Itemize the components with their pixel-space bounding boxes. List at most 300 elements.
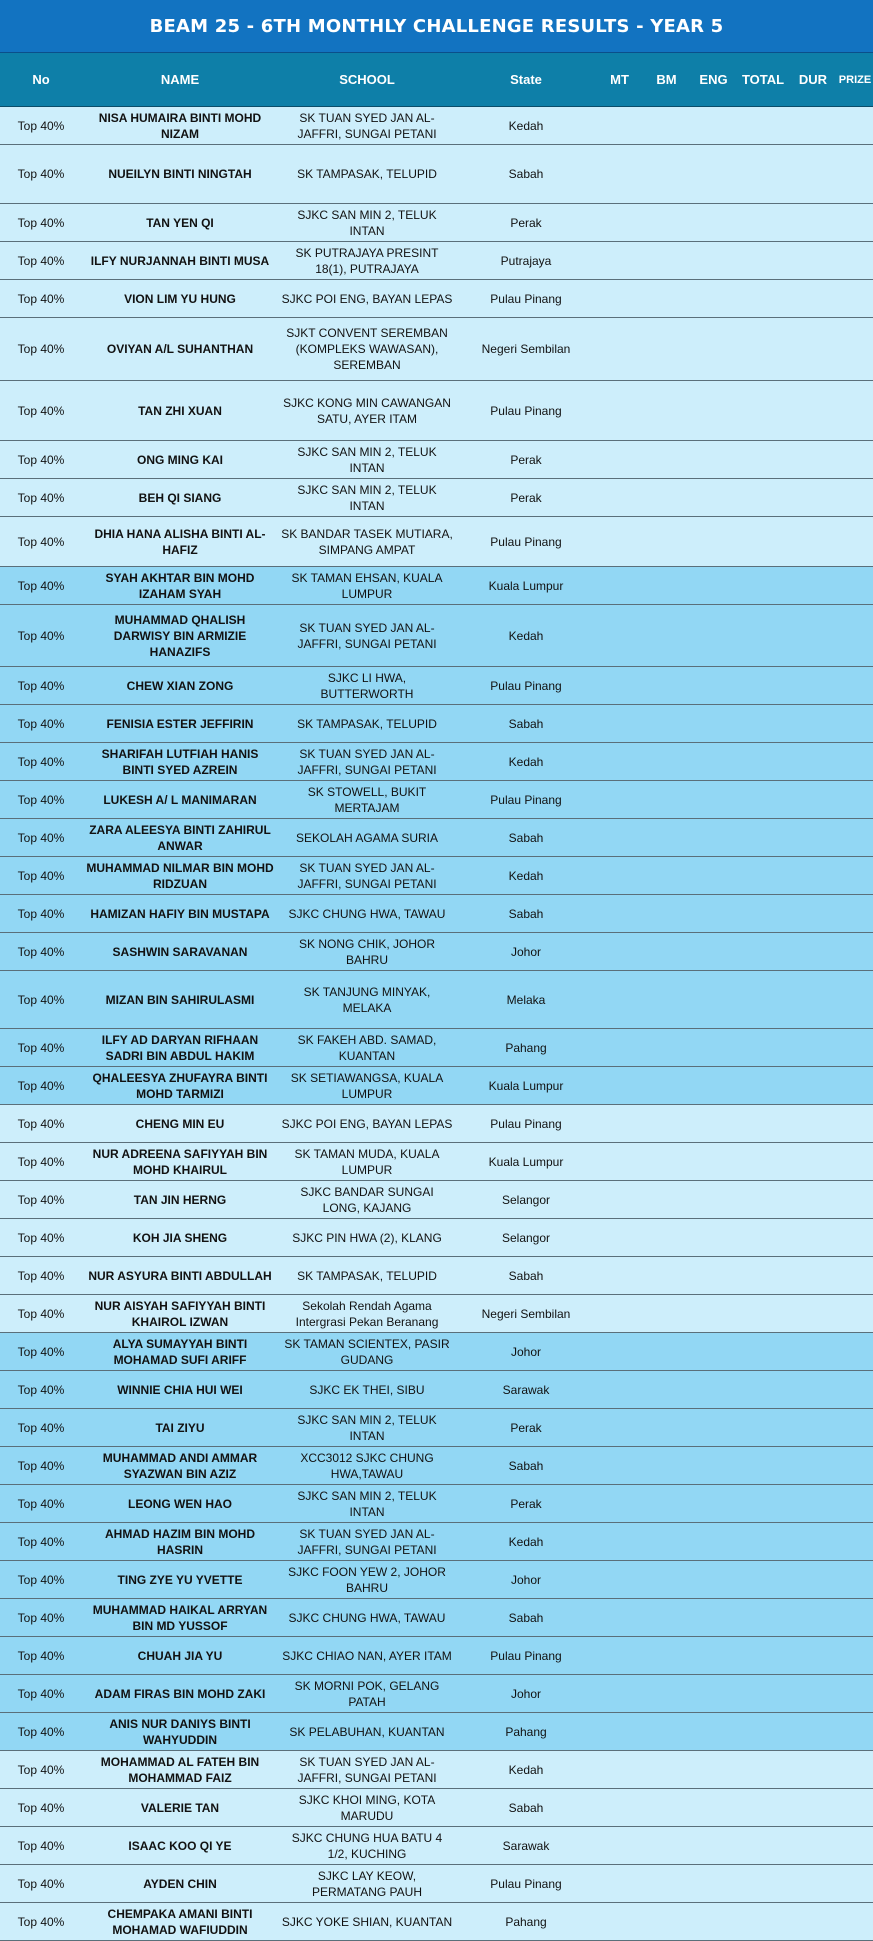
row-name: DHIA HANA ALISHA BINTI AL-HAFIZ <box>94 526 266 557</box>
row-name: ILFY AD DARYAN RIFHAAN SADRI BIN ABDUL HAKIM <box>101 1032 259 1063</box>
row-total <box>737 1675 789 1712</box>
row-bm <box>643 517 690 566</box>
row-rank: Top 40% <box>17 716 65 731</box>
row-school: SK TUAN SYED JAN AL-JAFFRI, SUNGAI PETANI <box>297 860 437 891</box>
row-state: Pulau Pinang <box>490 1116 562 1131</box>
row-dur <box>789 145 837 203</box>
row-name: NUEILYN BINTI NINGTAH <box>108 167 252 181</box>
row-mt <box>596 1219 643 1256</box>
row-mt <box>596 1333 643 1370</box>
row-bm <box>643 971 690 1028</box>
row-bm <box>643 705 690 742</box>
row-eng <box>690 1219 737 1256</box>
row-eng <box>690 1599 737 1636</box>
header-no: No <box>32 71 50 87</box>
table-row <box>0 1029 873 1067</box>
row-eng <box>690 1827 737 1864</box>
row-school: SJKC CHUNG HWA, TAWAU <box>288 1610 446 1625</box>
row-prize <box>837 1637 873 1674</box>
row-school: SJKC POI ENG, BAYAN LEPAS <box>281 291 453 306</box>
row-rank: Top 40% <box>17 754 65 769</box>
row-prize <box>837 819 873 856</box>
row-state: Pahang <box>505 1724 547 1739</box>
table-row <box>0 145 873 204</box>
row-dur <box>789 1371 837 1408</box>
row-dur <box>789 933 837 970</box>
table-row <box>0 107 873 145</box>
row-school: SK PUTRAJAYA PRESINT 18(1), PUTRAJAYA <box>295 245 439 276</box>
row-rank: Top 40% <box>17 792 65 807</box>
row-prize <box>837 1295 873 1332</box>
row-school: SJKC SAN MIN 2, TELUK INTAN <box>297 1412 437 1443</box>
results-table-body <box>0 107 873 1941</box>
row-bm <box>643 895 690 932</box>
row-prize <box>837 1675 873 1712</box>
row-bm <box>643 1713 690 1750</box>
table-row <box>0 318 873 381</box>
row-eng <box>690 781 737 818</box>
row-bm <box>643 857 690 894</box>
row-prize <box>837 145 873 203</box>
table-row <box>0 1903 873 1941</box>
row-rank: Top 40% <box>17 253 65 268</box>
row-dur <box>789 318 837 380</box>
row-mt <box>596 1257 643 1294</box>
row-school: SJKC CHIAO NAN, AYER ITAM <box>282 1648 452 1663</box>
row-bm <box>643 567 690 604</box>
row-mt <box>596 1295 643 1332</box>
row-rank: Top 40% <box>17 1306 65 1321</box>
row-name: ALYA SUMAYYAH BINTI MOHAMAD SUFI ARIFF <box>112 1336 248 1367</box>
row-bm <box>643 1789 690 1826</box>
table-row <box>0 1295 873 1333</box>
row-mt <box>596 1523 643 1560</box>
page-title-text: BEAM 25 - 6TH MONTHLY CHALLENGE RESULTS - YEAR 5 <box>149 15 724 37</box>
row-state: Selangor <box>501 1230 551 1245</box>
row-total <box>737 1067 789 1104</box>
row-eng <box>690 1333 737 1370</box>
row-bm <box>643 1675 690 1712</box>
row-prize <box>837 1789 873 1826</box>
table-row <box>0 441 873 479</box>
row-state: Kuala Lumpur <box>488 1154 564 1169</box>
row-school: SK TANJUNG MINYAK, MELAKA <box>303 984 431 1015</box>
row-bm <box>643 1561 690 1598</box>
row-state: Melaka <box>506 992 546 1007</box>
page-title <box>0 0 873 53</box>
row-rank: Top 40% <box>17 118 65 133</box>
row-name: NUR ADREENA SAFIYYAH BIN MOHD KHAIRUL <box>92 1146 268 1177</box>
row-school: SJKC SAN MIN 2, TELUK INTAN <box>297 482 437 513</box>
row-state: Johor <box>510 1572 542 1587</box>
row-school: SJKC LAY KEOW, PERMATANG PAUH <box>311 1868 422 1899</box>
row-state: Johor <box>510 1686 542 1701</box>
row-prize <box>837 605 873 666</box>
row-state: Sarawak <box>502 1838 550 1853</box>
row-bm <box>643 1827 690 1864</box>
row-name: MUHAMMAD HAIKAL ARRYAN BIN MD YUSSOF <box>92 1602 268 1633</box>
row-mt <box>596 1865 643 1902</box>
row-state: Kedah <box>508 1762 544 1777</box>
row-rank: Top 40% <box>17 1724 65 1739</box>
table-row <box>0 1333 873 1371</box>
row-mt <box>596 857 643 894</box>
row-dur <box>789 667 837 704</box>
row-prize <box>837 1371 873 1408</box>
row-mt <box>596 605 643 666</box>
row-rank: Top 40% <box>17 1192 65 1207</box>
row-state: Selangor <box>501 1192 551 1207</box>
row-eng <box>690 381 737 440</box>
row-bm <box>643 1409 690 1446</box>
row-total <box>737 567 789 604</box>
row-bm <box>643 1257 690 1294</box>
table-row <box>0 667 873 705</box>
row-name: SYAH AKHTAR BIN MOHD IZAHAM SYAH <box>105 570 255 601</box>
row-dur <box>789 1067 837 1104</box>
header-name: NAME <box>160 71 200 87</box>
table-row <box>0 1637 873 1675</box>
row-bm <box>643 441 690 478</box>
row-dur <box>789 1029 837 1066</box>
row-total <box>737 280 789 317</box>
row-school: SK TAMPASAK, TELUPID <box>297 716 437 731</box>
row-state: Johor <box>510 944 542 959</box>
row-name: WINNIE CHIA HUI WEI <box>117 1382 243 1397</box>
row-school: SK TUAN SYED JAN AL-JAFFRI, SUNGAI PETANI <box>297 1754 437 1785</box>
row-school: SEKOLAH AGAMA SURIA <box>295 830 439 845</box>
row-state: Johor <box>510 1344 542 1359</box>
row-bm <box>643 1029 690 1066</box>
row-state: Kedah <box>508 754 544 769</box>
row-prize <box>837 1333 873 1370</box>
row-school: SJKC SAN MIN 2, TELUK INTAN <box>297 207 437 238</box>
row-dur <box>789 1751 837 1788</box>
row-total <box>737 1333 789 1370</box>
row-total <box>737 107 789 144</box>
row-dur <box>789 1713 837 1750</box>
row-rank: Top 40% <box>17 868 65 883</box>
row-rank: Top 40% <box>17 534 65 549</box>
row-dur <box>789 743 837 780</box>
row-name: OVIYAN A/L SUHANTHAN <box>106 342 254 356</box>
row-total <box>737 857 789 894</box>
row-mt <box>596 1561 643 1598</box>
row-total <box>737 479 789 516</box>
row-school: SK TUAN SYED JAN AL-JAFFRI, SUNGAI PETANI <box>297 746 437 777</box>
row-name: ANIS NUR DANIYS BINTI WAHYUDDIN <box>109 1716 251 1747</box>
row-dur <box>789 895 837 932</box>
row-mt <box>596 517 643 566</box>
row-dur <box>789 441 837 478</box>
row-prize <box>837 1713 873 1750</box>
row-bm <box>643 1219 690 1256</box>
row-eng <box>690 1789 737 1826</box>
row-name: NISA HUMAIRA BINTI MOHD NIZAM <box>98 110 262 141</box>
row-dur <box>789 1447 837 1484</box>
row-total <box>737 1903 789 1940</box>
row-state: Pahang <box>505 1040 547 1055</box>
row-mt <box>596 479 643 516</box>
row-name: AHMAD HAZIM BIN MOHD HASRIN <box>105 1526 255 1557</box>
row-mt <box>596 743 643 780</box>
table-row <box>0 781 873 819</box>
row-rank: Top 40% <box>17 1420 65 1435</box>
row-total <box>737 781 789 818</box>
row-school: SJKC YOKE SHIAN, KUANTAN <box>281 1914 453 1929</box>
row-bm <box>643 1599 690 1636</box>
row-name: ZARA ALEESYA BINTI ZAHIRUL ANWAR <box>89 822 271 853</box>
row-bm <box>643 743 690 780</box>
row-school: SK TAMAN EHSAN, KUALA LUMPUR <box>291 570 443 601</box>
table-row <box>0 933 873 971</box>
table-row <box>0 857 873 895</box>
row-total <box>737 1105 789 1142</box>
row-prize <box>837 1903 873 1940</box>
row-bm <box>643 107 690 144</box>
row-rank: Top 40% <box>17 1154 65 1169</box>
row-school: SK TAMPASAK, TELUPID <box>297 167 437 181</box>
row-bm <box>643 1637 690 1674</box>
row-prize <box>837 1485 873 1522</box>
row-school: Sekolah Rendah Agama Intergrasi Pekan Beranang <box>295 1298 439 1329</box>
row-school: SJKC KONG MIN CAWANGAN SATU, AYER ITAM <box>283 395 451 426</box>
row-mt <box>596 567 643 604</box>
row-bm <box>643 1523 690 1560</box>
row-mt <box>596 1485 643 1522</box>
row-school: SJKC KHOI MING, KOTA MARUDU <box>298 1792 436 1823</box>
row-bm <box>643 1751 690 1788</box>
row-mt <box>596 1903 643 1940</box>
row-dur <box>789 517 837 566</box>
header-school: SCHOOL <box>339 71 395 87</box>
row-dur <box>789 605 837 666</box>
table-row <box>0 895 873 933</box>
row-rank: Top 40% <box>17 342 65 356</box>
row-mt <box>596 381 643 440</box>
row-rank: Top 40% <box>17 1382 65 1397</box>
row-total <box>737 1257 789 1294</box>
row-total <box>737 441 789 478</box>
row-bm <box>643 1333 690 1370</box>
row-dur <box>789 1295 837 1332</box>
row-school: SK BANDAR TASEK MUTIARA, SIMPANG AMPAT <box>281 526 453 557</box>
row-mt <box>596 1827 643 1864</box>
row-eng <box>690 567 737 604</box>
row-eng <box>690 667 737 704</box>
row-rank: Top 40% <box>17 830 65 845</box>
row-mt <box>596 781 643 818</box>
row-bm <box>643 1181 690 1218</box>
row-state: Sabah <box>508 167 544 181</box>
row-eng <box>690 479 737 516</box>
row-school: SK TAMAN SCIENTEX, PASIR GUDANG <box>284 1336 450 1367</box>
table-row <box>0 1447 873 1485</box>
row-state: Sabah <box>508 906 544 921</box>
row-dur <box>789 1675 837 1712</box>
row-eng <box>690 895 737 932</box>
row-name: MIZAN BIN SAHIRULASMI <box>105 992 255 1007</box>
row-eng <box>690 1751 737 1788</box>
row-total <box>737 145 789 203</box>
row-rank: Top 40% <box>17 1648 65 1663</box>
row-rank: Top 40% <box>17 1686 65 1701</box>
row-total <box>737 1485 789 1522</box>
row-total <box>737 1751 789 1788</box>
row-eng <box>690 107 737 144</box>
row-rank: Top 40% <box>17 403 65 418</box>
row-state: Pulau Pinang <box>490 1648 562 1663</box>
row-total <box>737 517 789 566</box>
row-total <box>737 1599 789 1636</box>
row-mt <box>596 145 643 203</box>
row-eng <box>690 743 737 780</box>
row-mt <box>596 107 643 144</box>
row-mt <box>596 1409 643 1446</box>
row-bm <box>643 1485 690 1522</box>
row-eng <box>690 1713 737 1750</box>
row-state: Pulau Pinang <box>490 1876 562 1891</box>
row-total <box>737 1713 789 1750</box>
row-eng <box>690 1903 737 1940</box>
row-name: LUKESH A/ L MANIMARAN <box>103 792 257 807</box>
row-dur <box>789 1485 837 1522</box>
row-total <box>737 381 789 440</box>
row-mt <box>596 819 643 856</box>
row-name: CHUAH JIA YU <box>137 1648 223 1663</box>
row-bm <box>643 1105 690 1142</box>
row-state: Sabah <box>508 1458 544 1473</box>
row-state: Perak <box>510 215 542 230</box>
row-school: SK TUAN SYED JAN AL-JAFFRI, SUNGAI PETANI <box>297 620 437 651</box>
row-prize <box>837 781 873 818</box>
row-name: QHALEESYA ZHUFAYRA BINTI MOHD TARMIZI <box>92 1070 268 1101</box>
row-eng <box>690 605 737 666</box>
row-mt <box>596 933 643 970</box>
row-state: Kuala Lumpur <box>488 1078 564 1093</box>
row-state: Kedah <box>508 628 544 643</box>
row-dur <box>789 381 837 440</box>
table-row <box>0 1105 873 1143</box>
table-row <box>0 1181 873 1219</box>
row-total <box>737 933 789 970</box>
row-total <box>737 1637 789 1674</box>
row-name: NUR ASYURA BINTI ABDULLAH <box>88 1268 272 1283</box>
row-name: FENISIA ESTER JEFFIRIN <box>106 716 254 731</box>
row-name: HAMIZAN HAFIY BIN MUSTAPA <box>90 906 270 921</box>
row-school: SJKC CHUNG HUA BATU 4 1/2, KUCHING <box>291 1830 443 1861</box>
row-state: Pulau Pinang <box>490 291 562 306</box>
row-prize <box>837 318 873 380</box>
row-school: SJKC FOON YEW 2, JOHOR BAHRU <box>288 1564 446 1595</box>
header-total: TOTAL <box>741 71 785 87</box>
row-eng <box>690 933 737 970</box>
row-dur <box>789 819 837 856</box>
row-name: ONG MING KAI <box>137 452 223 467</box>
row-eng <box>690 857 737 894</box>
table-row <box>0 1257 873 1295</box>
row-prize <box>837 1143 873 1180</box>
row-rank: Top 40% <box>17 490 65 505</box>
row-bm <box>643 479 690 516</box>
row-mt <box>596 895 643 932</box>
table-row <box>0 1713 873 1751</box>
row-prize <box>837 567 873 604</box>
row-eng <box>690 1485 737 1522</box>
row-mt <box>596 1447 643 1484</box>
row-eng <box>690 705 737 742</box>
row-rank: Top 40% <box>17 1838 65 1853</box>
row-name: LEONG WEN HAO <box>128 1496 232 1511</box>
row-prize <box>837 1105 873 1142</box>
row-state: Putrajaya <box>500 253 552 268</box>
table-row <box>0 1371 873 1409</box>
row-school: SJKC SAN MIN 2, TELUK INTAN <box>297 444 437 475</box>
row-eng <box>690 1561 737 1598</box>
table-row <box>0 1523 873 1561</box>
row-eng <box>690 819 737 856</box>
row-state: Sabah <box>508 1800 544 1815</box>
row-rank: Top 40% <box>17 452 65 467</box>
row-total <box>737 819 789 856</box>
row-dur <box>789 107 837 144</box>
row-dur <box>789 1333 837 1370</box>
row-state: Pulau Pinang <box>490 678 562 693</box>
table-row <box>0 280 873 318</box>
row-total <box>737 743 789 780</box>
row-total <box>737 1447 789 1484</box>
row-mt <box>596 667 643 704</box>
row-dur <box>789 1523 837 1560</box>
row-dur <box>789 1409 837 1446</box>
row-school: SK SETIAWANGSA, KUALA LUMPUR <box>290 1070 444 1101</box>
row-state: Perak <box>510 1496 542 1511</box>
row-dur <box>789 1637 837 1674</box>
row-dur <box>789 1219 837 1256</box>
row-mt <box>596 318 643 380</box>
row-dur <box>789 567 837 604</box>
row-dur <box>789 1181 837 1218</box>
row-mt <box>596 1029 643 1066</box>
row-dur <box>789 204 837 241</box>
row-dur <box>789 1257 837 1294</box>
row-rank: Top 40% <box>17 1116 65 1131</box>
row-dur <box>789 857 837 894</box>
row-bm <box>643 280 690 317</box>
row-total <box>737 1789 789 1826</box>
row-state: Sabah <box>508 1268 544 1283</box>
row-eng <box>690 1029 737 1066</box>
row-prize <box>837 242 873 279</box>
row-eng <box>690 971 737 1028</box>
row-bm <box>643 204 690 241</box>
table-row <box>0 1067 873 1105</box>
row-school: SJKC POI ENG, BAYAN LEPAS <box>281 1116 453 1131</box>
table-row <box>0 1789 873 1827</box>
row-rank: Top 40% <box>17 1078 65 1093</box>
row-eng <box>690 1371 737 1408</box>
row-dur <box>789 1143 837 1180</box>
row-bm <box>643 1067 690 1104</box>
row-total <box>737 1865 789 1902</box>
row-dur <box>789 1561 837 1598</box>
row-rank: Top 40% <box>17 1496 65 1511</box>
table-row <box>0 567 873 605</box>
row-bm <box>643 1143 690 1180</box>
row-state: Pulau Pinang <box>490 792 562 807</box>
row-state: Sabah <box>508 1610 544 1625</box>
row-state: Pulau Pinang <box>490 403 562 418</box>
